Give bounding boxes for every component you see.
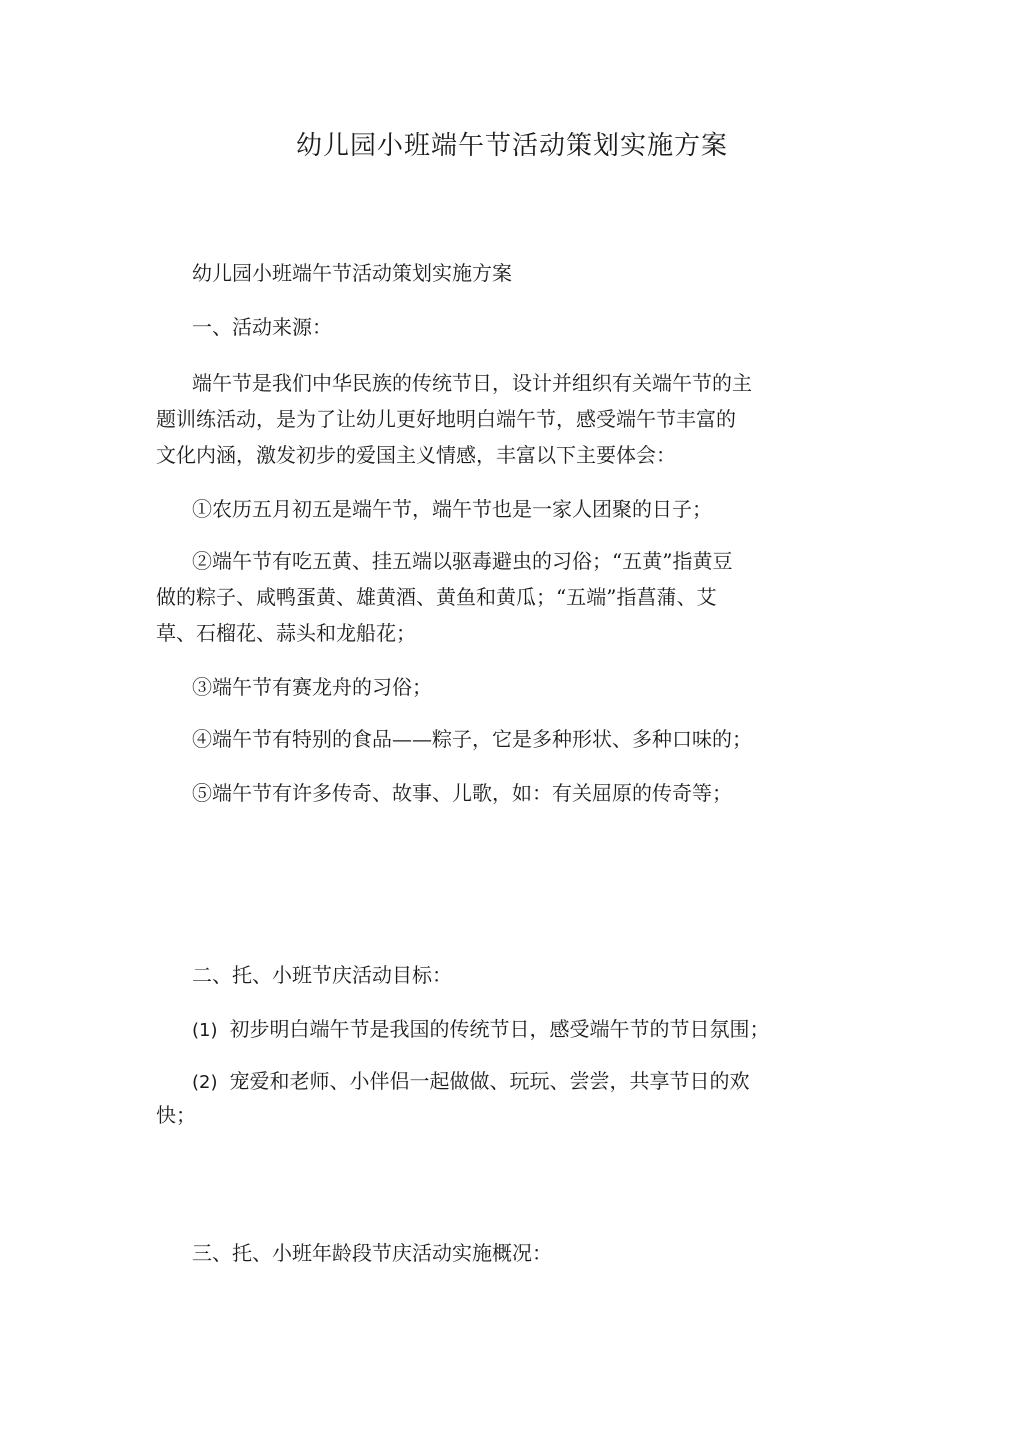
section2-goal-2-cont: 快； bbox=[156, 1103, 196, 1127]
section2-goal-2 bbox=[192, 1064, 750, 1100]
section1-item-2-line: 做的粽子、咸鸭蛋黄、雄黄酒、黄鱼和黄瓜；“五端”指菖蒲、艾 bbox=[156, 585, 717, 609]
section1-heading: 一、活动来源： bbox=[192, 315, 332, 339]
section1-intro-line: 题训练活动，是为了让幼儿更好地明白端午节，感受端午节丰富的 bbox=[156, 407, 736, 431]
subtitle: 幼儿园小班端午节活动策划实施方案 bbox=[192, 261, 512, 285]
section1-item-4: ④端午节有特别的食品——粽子，它是多种形状、多种口味的； bbox=[192, 727, 752, 751]
goal-text: 初步明白端午节是我国的传统节日，感受端午节的节日氛围； bbox=[229, 1017, 770, 1041]
section2-heading: 二、托、小班节庆活动目标： bbox=[192, 963, 452, 987]
document-title: 幼儿园小班端午节活动策划实施方案 bbox=[295, 131, 728, 161]
section3-heading: 三、托、小班年龄段节庆活动实施概况： bbox=[192, 1241, 552, 1265]
goal-text: 宠爱和老师、小伴侣一起做做、玩玩、尝尝，共享节日的欢 bbox=[229, 1069, 750, 1093]
goal-number: (2) bbox=[192, 1072, 218, 1093]
section1-item-3: ③端午节有赛龙舟的习俗； bbox=[192, 675, 432, 699]
section1-item-2-line: ②端午节有吃五黄、挂五端以驱毒避虫的习俗；“五黄”指黄豆 bbox=[192, 549, 733, 573]
section1-intro-line: 文化内涵，激发初步的爱国主义情感，丰富以下主要体会： bbox=[156, 443, 676, 467]
section1-item-2-line: 草、石榴花、蒜头和龙船花； bbox=[156, 621, 416, 645]
goal-number: (1) bbox=[192, 1020, 218, 1041]
section1-intro-line: 端午节是我们中华民族的传统节日，设计并组织有关端午节的主 bbox=[192, 371, 752, 395]
section1-item-5: ⑤端午节有许多传奇、故事、儿歌，如：有关屈原的传奇等； bbox=[192, 781, 732, 805]
section2-goal-1 bbox=[192, 1012, 770, 1048]
section1-item-1: ①农历五月初五是端午节，端午节也是一家人团聚的日子； bbox=[192, 497, 712, 521]
